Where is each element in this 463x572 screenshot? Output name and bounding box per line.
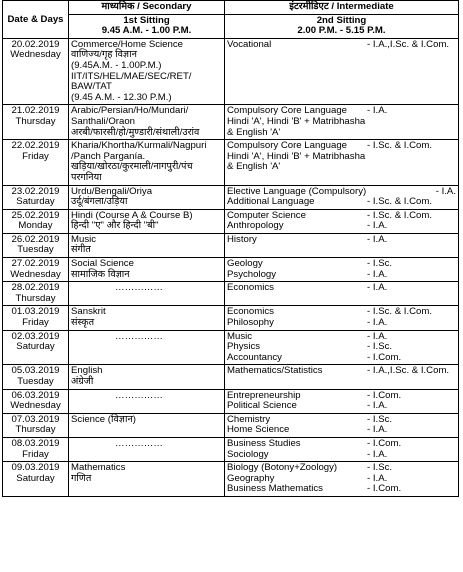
intermediate-stream: - I.A. xyxy=(367,220,388,232)
date-cell xyxy=(3,185,69,209)
intermediate-subject: Additional Language xyxy=(227,196,315,208)
schedule-table xyxy=(2,0,459,497)
secondary-subject-line: गणित xyxy=(71,472,92,484)
schedule-row xyxy=(3,365,459,389)
intermediate-subject: Vocational xyxy=(227,38,272,50)
intermediate-subject-cell xyxy=(225,330,459,365)
intermediate-header: इंटरमीडिएट / Intermediate xyxy=(225,1,459,15)
intermediate-subject-cell xyxy=(225,233,459,257)
secondary-subject-line: Commerce/Home Science xyxy=(71,38,183,50)
exam-day: Tuesday xyxy=(17,376,54,387)
intermediate-stream: - I.A. xyxy=(367,233,388,245)
schedule-row xyxy=(3,282,459,306)
intermediate-subject: Business Studies xyxy=(227,437,301,449)
intermediate-subject-line xyxy=(227,162,456,173)
secondary-subject-cell xyxy=(69,330,225,365)
date-cell xyxy=(3,413,69,437)
intermediate-stream: - I.A. xyxy=(367,400,388,412)
secondary-subject-line: (9.45A.M. - 1.00P.M.) xyxy=(71,59,162,71)
intermediate-stream: - I.Sc. xyxy=(367,341,393,353)
secondary-subject-cell xyxy=(69,38,225,105)
secondary-subject-line: BAW/TAT xyxy=(71,81,112,93)
schedule-row xyxy=(3,462,459,497)
secondary-subject-line: Sanskrit xyxy=(71,306,106,318)
date-cell xyxy=(3,462,69,497)
intermediate-stream: - I.A. xyxy=(367,105,388,117)
secondary-subject-line: Urdu/Bengali/Oriya xyxy=(71,185,153,197)
secondary-subject-cell xyxy=(69,306,225,330)
date-cell xyxy=(3,209,69,233)
intermediate-stream: - I.A. xyxy=(367,317,388,329)
secondary-subject-line: Music xyxy=(71,233,97,245)
exam-day: Saturday xyxy=(16,196,55,208)
intermediate-subject-line xyxy=(227,439,456,450)
intermediate-subject: Accountancy xyxy=(227,351,282,363)
schedule-row xyxy=(3,209,459,233)
date-days-header xyxy=(3,1,69,39)
secondary-subject-line: अरबी/फारसी/हो/मुण्डारी/संथाली/उरांव xyxy=(71,126,200,138)
secondary-subject-cell xyxy=(69,282,225,306)
secondary-subject-line: …………… xyxy=(115,282,163,294)
intermediate-subject: Home Science xyxy=(227,424,290,436)
exam-date: 01.03.2019 xyxy=(11,306,60,318)
schedule-row xyxy=(3,330,459,365)
date-cell xyxy=(3,306,69,330)
intermediate-stream: - I.Sc. xyxy=(367,413,393,425)
intermediate-subject-line xyxy=(227,221,456,232)
intermediate-subject: Geology xyxy=(227,258,263,270)
schedule-row xyxy=(3,233,459,257)
intermediate-stream: - I.A. xyxy=(367,472,388,484)
intermediate-subject: Hindi 'A', Hindi 'B' + Matribhasha xyxy=(227,115,366,127)
intermediate-subject-line xyxy=(227,366,456,377)
secondary-subject-line: संगीत xyxy=(71,244,91,256)
intermediate-subject: Political Science xyxy=(227,400,297,412)
intermediate-subject-line xyxy=(227,283,456,294)
exam-day: Wednesday xyxy=(10,400,61,412)
schedule-row xyxy=(3,389,459,413)
intermediate-subject-line xyxy=(227,270,456,281)
exam-date: 02.03.2019 xyxy=(11,330,60,342)
secondary-subject-line: वाणिज्य/गृह विज्ञान xyxy=(71,49,137,61)
exam-day: Thursday xyxy=(15,115,56,127)
schedule-row xyxy=(3,413,459,437)
secondary-subject-cell xyxy=(69,437,225,461)
exam-date: 06.03.2019 xyxy=(11,389,60,401)
exam-day: Thursday xyxy=(15,424,56,436)
exam-date: 21.02.2019 xyxy=(11,105,60,117)
intermediate-subject: Business Mathematics xyxy=(227,483,323,495)
exam-schedule xyxy=(2,0,458,497)
intermediate-subject-cell xyxy=(225,389,459,413)
intermediate-stream: - I.Sc. & I.Com. xyxy=(367,140,433,152)
secondary-subject-line: IIT/ITS/HEL/MAE/SEC/RET/ xyxy=(71,70,192,82)
intermediate-subject: Sociology xyxy=(227,448,269,460)
second-sitting-header xyxy=(225,14,459,38)
exam-day: Monday xyxy=(18,220,53,232)
secondary-subject-line: Santhali/Oraon xyxy=(71,115,135,127)
intermediate-subject: Computer Science xyxy=(227,209,306,221)
intermediate-stream: - I.A. xyxy=(367,268,388,280)
intermediate-stream: - I.Sc. & I.Com. xyxy=(367,306,433,318)
intermediate-subject-cell xyxy=(225,105,459,140)
intermediate-subject-line xyxy=(227,425,456,436)
intermediate-stream: - I.Sc. & I.Com. xyxy=(367,209,433,221)
intermediate-stream: - I.Com. xyxy=(367,351,402,363)
first-sitting-header xyxy=(69,14,225,38)
secondary-subject-line: संस्कृत xyxy=(71,317,95,329)
exam-day: Wednesday xyxy=(10,49,61,61)
date-cell xyxy=(3,105,69,140)
intermediate-subject-line xyxy=(227,318,456,329)
intermediate-subject: History xyxy=(227,233,257,245)
exam-day: Friday xyxy=(22,448,49,460)
intermediate-subject: Economics xyxy=(227,282,274,294)
secondary-subject-line: Social Science xyxy=(71,258,134,270)
intermediate-stream: - I.Sc. xyxy=(367,258,393,270)
secondary-subject-line: Kharia/Khortha/Kurmali/Nagpuri xyxy=(71,140,207,152)
intermediate-subject-cell xyxy=(225,258,459,282)
secondary-subject-line: …………… xyxy=(115,437,163,449)
intermediate-subject: Elective Language (Compulsory) xyxy=(227,185,367,197)
intermediate-subject: Music xyxy=(227,330,253,342)
secondary-subject-line: Mathematics xyxy=(71,462,126,474)
intermediate-stream: - I.Sc. xyxy=(367,462,393,474)
schedule-row xyxy=(3,38,459,105)
intermediate-subject-line xyxy=(227,484,456,495)
date-cell xyxy=(3,258,69,282)
intermediate-subject: & English 'A' xyxy=(227,126,281,138)
secondary-subject-line: Science (विज्ञान) xyxy=(71,413,136,425)
intermediate-subject: Entrepreneurship xyxy=(227,389,301,401)
intermediate-subject-line xyxy=(227,128,456,139)
exam-date: 22.02.2019 xyxy=(11,140,60,152)
intermediate-subject-cell xyxy=(225,462,459,497)
exam-date: 25.02.2019 xyxy=(11,209,60,221)
intermediate-stream: - I.Com. xyxy=(367,483,402,495)
secondary-subject-line: …………… xyxy=(115,389,163,401)
exam-day: Wednesday xyxy=(10,268,61,280)
secondary-header: माध्यमिक / Secondary xyxy=(69,1,225,15)
intermediate-subject-line xyxy=(227,332,456,343)
intermediate-subject: Mathematics/Statistics xyxy=(227,365,323,377)
secondary-subject-line: परगनिया xyxy=(71,171,102,183)
exam-date: 23.02.2019 xyxy=(11,185,60,197)
secondary-subject-cell xyxy=(69,258,225,282)
schedule-row xyxy=(3,437,459,461)
date-cell xyxy=(3,330,69,365)
schedule-row xyxy=(3,140,459,185)
intermediate-stream xyxy=(367,162,456,173)
secondary-subject-cell xyxy=(69,413,225,437)
secondary-subject-line: खड़िया/खोरठा/कुरमाली/नागपुरी/पंच xyxy=(71,161,193,173)
intermediate-stream: - I.Sc. & I.Com. xyxy=(367,196,433,208)
intermediate-subject-cell xyxy=(225,306,459,330)
exam-day: Friday xyxy=(22,150,49,162)
intermediate-subject-cell xyxy=(225,413,459,437)
intermediate-stream: - I.A. xyxy=(367,424,388,436)
intermediate-stream xyxy=(452,152,456,163)
exam-day: Thursday xyxy=(15,292,56,304)
secondary-subject-line: अंग्रेजी xyxy=(71,376,94,387)
secondary-subject-cell xyxy=(69,233,225,257)
exam-date: 28.02.2019 xyxy=(11,282,60,294)
secondary-subject-line: …………… xyxy=(115,330,163,342)
secondary-subject-line: हिन्दी "ए" और हिन्दी "बी" xyxy=(71,220,159,232)
second-sitting-time: 2.00 P.M. - 5.15 P.M. xyxy=(297,25,386,37)
schedule-row xyxy=(3,185,459,209)
intermediate-subject: Biology (Botony+Zoology) xyxy=(227,462,338,474)
intermediate-subject-line xyxy=(227,40,456,51)
secondary-subject-line: Arabic/Persian/Ho/Mundari/ xyxy=(71,105,189,117)
exam-date: 27.02.2019 xyxy=(11,258,60,270)
header-row-titles xyxy=(3,1,459,15)
secondary-subject-cell xyxy=(69,462,225,497)
intermediate-subject-line xyxy=(227,401,456,412)
secondary-subject-cell xyxy=(69,365,225,389)
exam-day: Friday xyxy=(22,317,49,329)
secondary-subject-cell xyxy=(69,140,225,185)
exam-day: Tuesday xyxy=(17,244,54,256)
schedule-row xyxy=(3,258,459,282)
intermediate-subject: Physics xyxy=(227,341,261,353)
intermediate-subject: Compulsory Core Language xyxy=(227,140,347,152)
exam-date: 07.03.2019 xyxy=(11,413,60,425)
date-cell xyxy=(3,233,69,257)
intermediate-subject-cell xyxy=(225,38,459,105)
intermediate-subject-line xyxy=(227,450,456,461)
date-cell xyxy=(3,140,69,185)
intermediate-subject: & English 'A' xyxy=(227,161,281,173)
intermediate-subject-cell xyxy=(225,437,459,461)
intermediate-stream: - I.A. xyxy=(367,330,388,342)
intermediate-subject: Philosophy xyxy=(227,317,274,329)
exam-date: 26.02.2019 xyxy=(11,233,60,245)
intermediate-stream: - I.A. xyxy=(367,448,388,460)
date-cell xyxy=(3,437,69,461)
date-cell xyxy=(3,389,69,413)
second-sitting-label: 2nd Sitting xyxy=(316,14,367,26)
secondary-subject-line: उर्दू/बंगला/उड़िया xyxy=(71,196,128,208)
exam-day: Saturday xyxy=(16,341,55,353)
secondary-subject-line: (9.45 A.M. - 12.30 P.M.) xyxy=(71,91,172,103)
date-cell xyxy=(3,38,69,105)
intermediate-subject: Compulsory Core Language xyxy=(227,105,347,117)
exam-day: Saturday xyxy=(16,472,55,484)
date-cell xyxy=(3,365,69,389)
secondary-subject-cell xyxy=(69,185,225,209)
intermediate-stream: - I.A. xyxy=(367,282,388,294)
first-sitting-time: 9.45 A.M. - 1.00 P.M. xyxy=(101,25,192,37)
intermediate-stream: - I.Com. xyxy=(367,437,402,449)
intermediate-subject-line xyxy=(227,353,456,364)
secondary-subject-line: English xyxy=(71,365,103,377)
intermediate-subject: Economics xyxy=(227,306,274,318)
intermediate-subject-cell xyxy=(225,282,459,306)
intermediate-stream xyxy=(452,117,456,128)
intermediate-stream: - I.A. xyxy=(435,185,456,197)
intermediate-subject-cell xyxy=(225,365,459,389)
intermediate-subject: Psychology xyxy=(227,268,277,280)
secondary-subject-cell xyxy=(69,105,225,140)
secondary-subject-line: सामाजिक विज्ञान xyxy=(71,268,130,280)
first-sitting-label: 1st Sitting xyxy=(123,14,170,26)
intermediate-subject-cell xyxy=(225,209,459,233)
intermediate-stream xyxy=(367,128,456,139)
intermediate-subject-line xyxy=(227,117,456,128)
header-row-sittings xyxy=(3,14,459,38)
intermediate-stream: - I.A.,I.Sc. & I.Com. xyxy=(367,38,450,50)
date-cell xyxy=(3,282,69,306)
exam-date: 05.03.2019 xyxy=(11,365,60,377)
secondary-subject-cell xyxy=(69,209,225,233)
intermediate-subject: Chemistry xyxy=(227,413,271,425)
exam-date: 20.02.2019 xyxy=(11,38,60,50)
intermediate-subject: Anthropology xyxy=(227,220,284,232)
secondary-subject-cell xyxy=(69,389,225,413)
intermediate-subject-line xyxy=(227,235,456,246)
intermediate-subject: Geography xyxy=(227,472,275,484)
schedule-row xyxy=(3,105,459,140)
intermediate-subject-cell xyxy=(225,140,459,185)
schedule-row xyxy=(3,306,459,330)
intermediate-subject: Hindi 'A', Hindi 'B' + Matribhasha xyxy=(227,150,366,162)
intermediate-subject-cell xyxy=(225,185,459,209)
intermediate-subject-line xyxy=(227,197,456,208)
secondary-subject-line: Hindi (Course A & Course B) xyxy=(71,209,193,221)
exam-date: 09.03.2019 xyxy=(11,462,60,474)
secondary-subject-line: /Panch Parganía. xyxy=(71,150,146,162)
date-days-label: Date & Days xyxy=(7,13,64,25)
exam-date: 08.03.2019 xyxy=(11,437,60,449)
intermediate-stream: - I.A.,I.Sc. & I.Com. xyxy=(367,365,450,377)
intermediate-stream: - I.Com. xyxy=(367,389,402,401)
